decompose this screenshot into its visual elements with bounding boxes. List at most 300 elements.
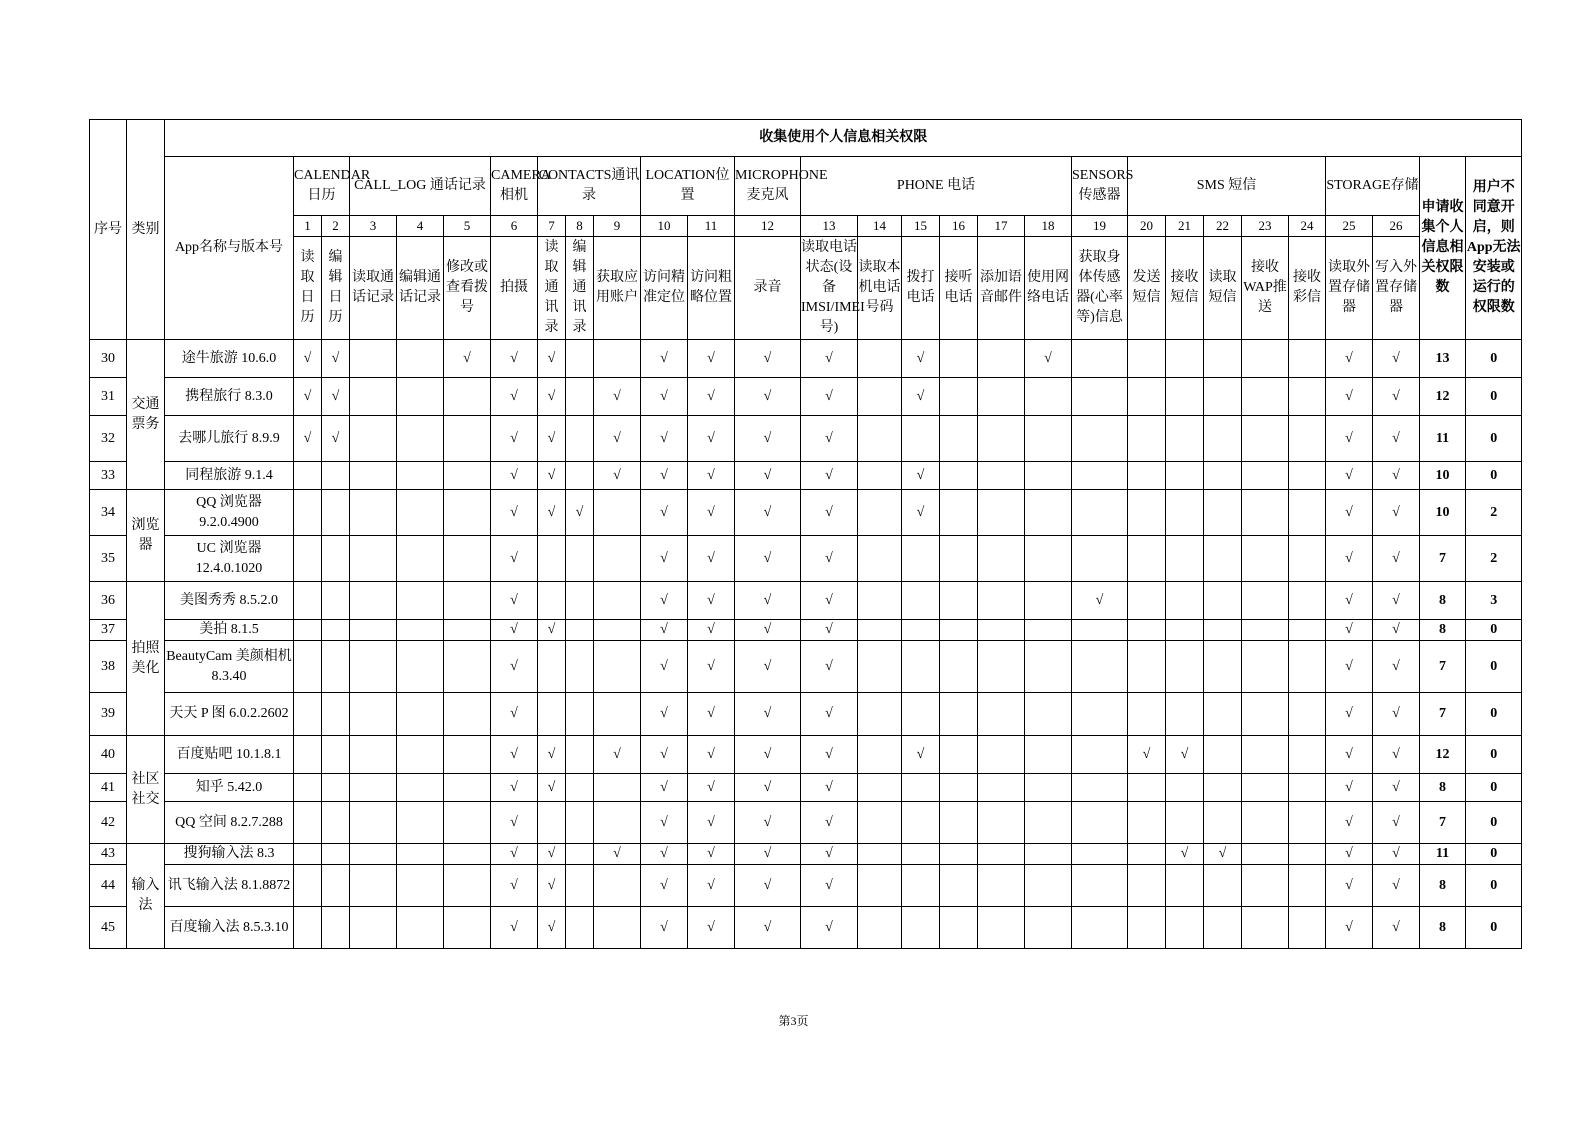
table-row (90, 462, 1522, 490)
table-row (90, 774, 1522, 802)
permission-cell (538, 641, 566, 693)
permission-check: √ (902, 462, 940, 490)
permission-check: √ (1373, 844, 1420, 865)
permission-check: √ (491, 693, 538, 736)
permission-cell (940, 462, 978, 490)
permission-check: √ (641, 340, 688, 378)
permission-description: 读取电话状态(设备IMSI/IMEI号) (801, 237, 858, 340)
row-app-name: 美拍 8.1.5 (165, 620, 294, 641)
permission-cell (566, 865, 594, 907)
permission-description: 使用网络电话 (1025, 237, 1072, 340)
permission-cell (1128, 774, 1166, 802)
permission-cell (1242, 865, 1289, 907)
permission-cell (397, 378, 444, 416)
permission-cell (397, 620, 444, 641)
permission-description: 读取日历 (294, 237, 322, 340)
permission-cell (1072, 536, 1128, 582)
permission-description: 获取应用账户 (594, 237, 641, 340)
permission-cell (1204, 907, 1242, 949)
permission-check: √ (688, 802, 735, 844)
permission-cell (978, 340, 1025, 378)
permission-cell (1204, 865, 1242, 907)
permission-check: √ (538, 416, 566, 462)
row-deny-count: 3 (1466, 582, 1522, 620)
permission-cell (1242, 378, 1289, 416)
permission-cell (1025, 693, 1072, 736)
permissions-table (89, 119, 1522, 949)
row-app-name: QQ 浏览器 9.2.0.4900 (165, 490, 294, 536)
permission-check: √ (538, 865, 566, 907)
row-seq: 42 (90, 802, 127, 844)
permission-check: √ (491, 907, 538, 949)
permission-check: √ (1326, 536, 1373, 582)
permission-cell (858, 907, 902, 949)
permission-number: 1 (294, 216, 322, 237)
permission-check: √ (491, 774, 538, 802)
row-app-name: 讯飞输入法 8.1.8872 (165, 865, 294, 907)
permission-number: 22 (1204, 216, 1242, 237)
permission-description: 拍摄 (491, 237, 538, 340)
permission-cell (1128, 462, 1166, 490)
permission-cell (566, 736, 594, 774)
table-row (90, 693, 1522, 736)
permission-cell (940, 865, 978, 907)
permission-cell (444, 416, 491, 462)
permission-check: √ (1373, 416, 1420, 462)
permission-cell (294, 620, 322, 641)
permission-cell (1072, 693, 1128, 736)
row-seq: 30 (90, 340, 127, 378)
permission-check: √ (735, 462, 801, 490)
permission-cell (350, 620, 397, 641)
permission-description: 读取本机电话号码 (858, 237, 902, 340)
row-permission-count: 7 (1420, 802, 1466, 844)
permission-cell (1128, 693, 1166, 736)
permission-check: √ (538, 340, 566, 378)
permission-cell (444, 490, 491, 536)
permission-description: 编辑日历 (322, 237, 350, 340)
permission-cell (1204, 462, 1242, 490)
permission-description: 接收WAP推送 (1242, 237, 1289, 340)
permission-cell (322, 693, 350, 736)
permission-number: 10 (641, 216, 688, 237)
permission-cell (566, 536, 594, 582)
permission-cell (978, 907, 1025, 949)
group-header: SMS 短信 (1128, 157, 1326, 216)
permission-description: 修改或查看拨号 (444, 237, 491, 340)
permission-cell (1289, 378, 1326, 416)
permission-cell (1128, 865, 1166, 907)
row-app-name: 携程旅行 8.3.0 (165, 378, 294, 416)
permission-cell (397, 693, 444, 736)
permission-description: 录音 (735, 237, 801, 340)
permission-cell (1242, 736, 1289, 774)
permission-cell (1025, 802, 1072, 844)
permission-cell (397, 802, 444, 844)
permission-cell (858, 736, 902, 774)
permission-number: 23 (1242, 216, 1289, 237)
permission-cell (294, 802, 322, 844)
permission-check: √ (801, 641, 858, 693)
permission-check: √ (902, 490, 940, 536)
permission-cell (1166, 802, 1204, 844)
permission-check: √ (801, 582, 858, 620)
permission-cell (1128, 416, 1166, 462)
permission-check: √ (688, 490, 735, 536)
table-title: 收集使用个人信息相关权限 (165, 120, 1522, 157)
permission-number: 6 (491, 216, 538, 237)
permission-cell (294, 907, 322, 949)
permission-cell (978, 844, 1025, 865)
permission-cell (978, 774, 1025, 802)
permission-check: √ (1326, 378, 1373, 416)
permission-cell (1025, 490, 1072, 536)
row-deny-count: 0 (1466, 641, 1522, 693)
permission-cell (1166, 340, 1204, 378)
row-category: 输入法 (127, 844, 165, 949)
permission-cell (350, 340, 397, 378)
permission-check: √ (641, 536, 688, 582)
permission-cell (566, 416, 594, 462)
permission-cell (1072, 641, 1128, 693)
permission-cell (350, 774, 397, 802)
permission-cell (566, 802, 594, 844)
permission-description: 读取通话记录 (350, 237, 397, 340)
permission-cell (350, 536, 397, 582)
permission-check: √ (491, 490, 538, 536)
permission-cell (1242, 907, 1289, 949)
row-app-name: UC 浏览器 12.4.0.1020 (165, 536, 294, 582)
permission-cell (322, 802, 350, 844)
permission-cell (397, 736, 444, 774)
row-permission-count: 7 (1420, 536, 1466, 582)
row-category: 交通票务 (127, 340, 165, 490)
permission-cell (322, 490, 350, 536)
permission-cell (1025, 620, 1072, 641)
permission-cell (444, 620, 491, 641)
row-deny-count: 0 (1466, 340, 1522, 378)
permission-cell (1128, 536, 1166, 582)
row-app-name: 美图秀秀 8.5.2.0 (165, 582, 294, 620)
permission-check: √ (801, 802, 858, 844)
permission-check: √ (538, 774, 566, 802)
row-seq: 41 (90, 774, 127, 802)
permission-cell (538, 802, 566, 844)
permission-cell (902, 907, 940, 949)
permission-check: √ (735, 641, 801, 693)
permission-check: √ (641, 802, 688, 844)
row-deny-count: 0 (1466, 844, 1522, 865)
row-seq: 45 (90, 907, 127, 949)
permission-cell (858, 844, 902, 865)
permission-cell (1242, 641, 1289, 693)
permission-check: √ (538, 462, 566, 490)
permission-cell (294, 844, 322, 865)
permission-check: √ (688, 620, 735, 641)
table-row (90, 620, 1522, 641)
permission-check: √ (538, 378, 566, 416)
row-seq: 44 (90, 865, 127, 907)
row-permission-count: 8 (1420, 774, 1466, 802)
permission-cell (940, 340, 978, 378)
permission-cell (902, 416, 940, 462)
permission-check: √ (801, 462, 858, 490)
permission-check: √ (1025, 340, 1072, 378)
permission-cell (1025, 582, 1072, 620)
permission-cell (1204, 620, 1242, 641)
permission-cell (1242, 774, 1289, 802)
permission-cell (350, 582, 397, 620)
permission-cell (1166, 774, 1204, 802)
permission-description: 发送短信 (1128, 237, 1166, 340)
row-seq: 40 (90, 736, 127, 774)
permission-cell (858, 490, 902, 536)
permission-description: 访问精准定位 (641, 237, 688, 340)
permission-cell (902, 641, 940, 693)
permission-cell (1025, 774, 1072, 802)
row-deny-count: 0 (1466, 736, 1522, 774)
permission-check: √ (902, 340, 940, 378)
row-seq: 31 (90, 378, 127, 416)
permission-cell (350, 865, 397, 907)
permission-check: √ (735, 416, 801, 462)
permission-cell (397, 774, 444, 802)
permission-cell (858, 378, 902, 416)
permission-cell (1072, 736, 1128, 774)
permission-cell (594, 774, 641, 802)
permission-cell (1072, 462, 1128, 490)
row-seq: 36 (90, 582, 127, 620)
permission-number: 17 (978, 216, 1025, 237)
table-row (90, 416, 1522, 462)
permission-check: √ (801, 378, 858, 416)
permission-check: √ (688, 865, 735, 907)
permission-cell (940, 620, 978, 641)
permission-cell (858, 693, 902, 736)
permission-cell (858, 620, 902, 641)
permission-cell (978, 536, 1025, 582)
permission-check: √ (688, 536, 735, 582)
permission-cell (940, 736, 978, 774)
permission-check: √ (735, 490, 801, 536)
permission-cell (940, 693, 978, 736)
permission-check: √ (801, 340, 858, 378)
permission-cell (1166, 620, 1204, 641)
permission-cell (1128, 802, 1166, 844)
permission-cell (444, 693, 491, 736)
permission-cell (444, 802, 491, 844)
permission-cell (1166, 865, 1204, 907)
permission-check: √ (1373, 774, 1420, 802)
permission-check: √ (641, 490, 688, 536)
permission-check: √ (641, 641, 688, 693)
permission-check: √ (688, 774, 735, 802)
permission-cell (566, 641, 594, 693)
permission-check: √ (1326, 620, 1373, 641)
permission-cell (350, 693, 397, 736)
permission-check: √ (1326, 844, 1373, 865)
permission-cell (397, 907, 444, 949)
row-permission-count: 12 (1420, 378, 1466, 416)
permission-check: √ (801, 693, 858, 736)
permission-cell (1242, 693, 1289, 736)
permission-cell (444, 865, 491, 907)
permission-check: √ (801, 844, 858, 865)
permission-cell (594, 536, 641, 582)
permission-cell (594, 907, 641, 949)
permission-check: √ (641, 582, 688, 620)
permission-cell (1204, 693, 1242, 736)
permission-check: √ (444, 340, 491, 378)
permission-cell (1128, 844, 1166, 865)
permission-cell (1128, 641, 1166, 693)
permission-check: √ (1373, 802, 1420, 844)
permission-cell (594, 582, 641, 620)
permission-check: √ (491, 462, 538, 490)
permission-description: 读取外置存储器 (1326, 237, 1373, 340)
permission-cell (594, 865, 641, 907)
permission-description: 拨打电话 (902, 237, 940, 340)
permission-cell (1289, 416, 1326, 462)
permission-check: √ (801, 865, 858, 907)
permission-cell (978, 641, 1025, 693)
permission-cell (1242, 462, 1289, 490)
permission-cell (1072, 802, 1128, 844)
permission-check: √ (491, 536, 538, 582)
permission-check: √ (538, 736, 566, 774)
permission-check: √ (641, 416, 688, 462)
permission-check: √ (1166, 844, 1204, 865)
permission-check: √ (538, 490, 566, 536)
permission-check: √ (801, 620, 858, 641)
permission-check: √ (688, 378, 735, 416)
permission-cell (1166, 582, 1204, 620)
permission-cell (978, 693, 1025, 736)
table-row (90, 865, 1522, 907)
permission-cell (902, 693, 940, 736)
permission-cell (444, 641, 491, 693)
table-row (90, 736, 1522, 774)
permission-cell (1289, 844, 1326, 865)
permission-check: √ (491, 736, 538, 774)
permission-cell (858, 774, 902, 802)
group-header: CONTACTS通讯录 (538, 157, 641, 216)
row-app-name: 知乎 5.42.0 (165, 774, 294, 802)
permission-check: √ (1373, 378, 1420, 416)
table-row (90, 802, 1522, 844)
permission-cell (1289, 693, 1326, 736)
permission-check: √ (1326, 693, 1373, 736)
permission-cell (322, 536, 350, 582)
permission-cell (978, 490, 1025, 536)
row-app-name: 天天 P 图 6.0.2.2602 (165, 693, 294, 736)
row-permission-count: 8 (1420, 865, 1466, 907)
permission-cell (594, 340, 641, 378)
permission-check: √ (641, 736, 688, 774)
permission-number: 24 (1289, 216, 1326, 237)
permission-cell (1289, 582, 1326, 620)
permission-cell (1166, 907, 1204, 949)
permission-cell (444, 582, 491, 620)
permission-check: √ (594, 416, 641, 462)
row-permission-count: 12 (1420, 736, 1466, 774)
row-app-name: BeautyCam 美颜相机 8.3.40 (165, 641, 294, 693)
permission-number: 16 (940, 216, 978, 237)
permission-check: √ (641, 907, 688, 949)
permission-cell (902, 844, 940, 865)
row-seq: 34 (90, 490, 127, 536)
table-row (90, 844, 1522, 865)
permission-check: √ (735, 340, 801, 378)
permission-check: √ (735, 865, 801, 907)
permission-cell (294, 641, 322, 693)
permission-cell (1242, 536, 1289, 582)
seq-header: 序号 (90, 120, 127, 340)
permission-cell (294, 736, 322, 774)
permission-cell (1128, 582, 1166, 620)
permission-cell (538, 536, 566, 582)
permission-cell (1072, 340, 1128, 378)
permission-cell (1289, 774, 1326, 802)
table-row (90, 490, 1522, 536)
permission-cell (902, 774, 940, 802)
permission-cell (566, 620, 594, 641)
permission-check: √ (1373, 620, 1420, 641)
permission-check: √ (1166, 736, 1204, 774)
permission-check: √ (1072, 582, 1128, 620)
permission-cell (594, 620, 641, 641)
permission-cell (1204, 802, 1242, 844)
permission-cell (444, 774, 491, 802)
permission-cell (350, 802, 397, 844)
permission-cell (1204, 416, 1242, 462)
permission-check: √ (538, 620, 566, 641)
table-row (90, 536, 1522, 582)
permission-cell (350, 844, 397, 865)
permission-cell (1204, 641, 1242, 693)
permission-check: √ (491, 416, 538, 462)
row-deny-count: 2 (1466, 490, 1522, 536)
row-category: 浏览器 (127, 490, 165, 582)
permission-cell (1289, 462, 1326, 490)
row-deny-count: 0 (1466, 693, 1522, 736)
permission-cell (858, 582, 902, 620)
permission-cell (397, 582, 444, 620)
permission-cell (444, 736, 491, 774)
permission-cell (1025, 641, 1072, 693)
permission-check: √ (801, 416, 858, 462)
permission-check: √ (688, 462, 735, 490)
row-permission-count: 7 (1420, 693, 1466, 736)
permission-cell (322, 462, 350, 490)
row-app-name: 搜狗输入法 8.3 (165, 844, 294, 865)
permission-cell (940, 416, 978, 462)
permission-check: √ (1204, 844, 1242, 865)
permission-check: √ (322, 340, 350, 378)
permission-description: 接收彩信 (1289, 237, 1326, 340)
permission-cell (858, 641, 902, 693)
group-header: SENSORS传感器 (1072, 157, 1128, 216)
permission-cell (566, 907, 594, 949)
permission-number: 15 (902, 216, 940, 237)
permission-cell (1289, 865, 1326, 907)
row-deny-count: 0 (1466, 620, 1522, 641)
permission-cell (978, 736, 1025, 774)
permission-check: √ (1326, 416, 1373, 462)
permission-cell (444, 536, 491, 582)
permission-cell (444, 378, 491, 416)
app-header: App名称与版本号 (165, 157, 294, 340)
